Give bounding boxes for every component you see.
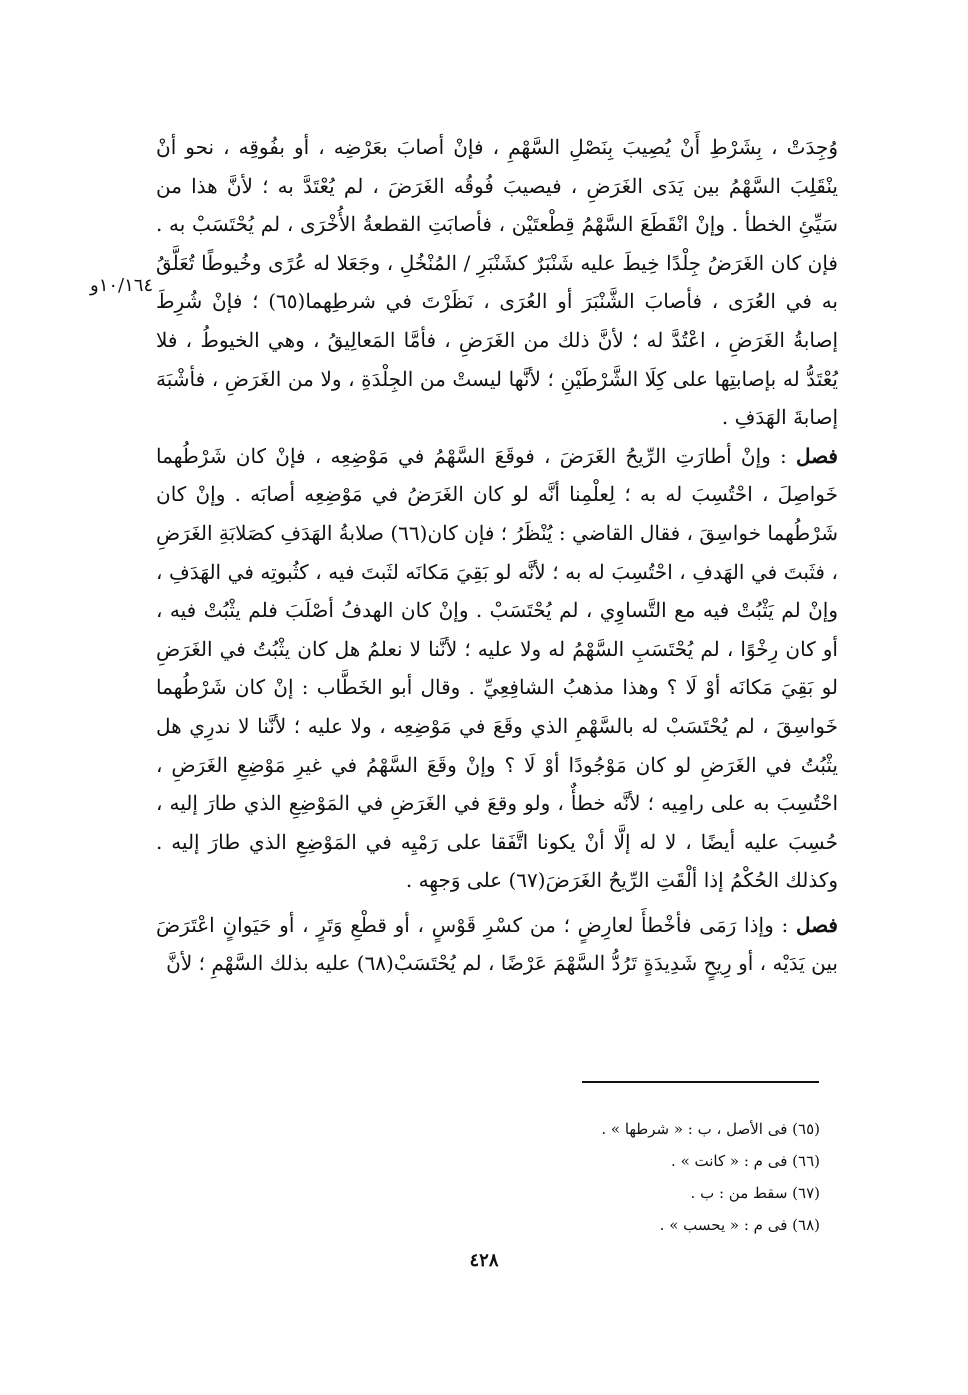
footnote-separator <box>582 1081 819 1083</box>
main-text <box>156 128 838 983</box>
footnote: (٦٦) فى م : « كانت » . <box>671 1152 820 1170</box>
margin-folio-reference: ١٠/١٦٤و <box>90 275 154 296</box>
paragraph <box>156 906 838 983</box>
footnotes <box>300 1113 820 1241</box>
page-number: ٤٢٨ <box>469 1250 499 1271</box>
paragraph-text: وُجِدَتْ ، بِشَرْطِ أَنْ يُصِيبَ بِنَصْلِ السَّهْمِ ، فإنْ أصابَ بعَرْضِه ، أو بفُوقِه ، نحو أنْ ينْقَلِبَ السَّهْمُ بين يَدَى الغَرَضِ ، فيصيبَ فُوقُه الغَرَضَ ، لم يُعْتَدَّ به ؛ لأنَّ هذا من سَيِّئِ الخطأ . وإنْ انْقَطَعَ السَّهْمُ قِطْعتَيْن ، فأصابَتِ القطعةُ الأُخْرَى ، لم يُحْتَسَبْ به . فإن كان الغَرَضُ جِلْدًا خِيطَ عليه شَنْبَرٌ كشَنْبَرِ / المُنْخُلِ ، وجَعَلا له عُرًى وخُيوطًا تُعَلَّقُ به في العُرَى ، فأصابَ الشَّنْبَرَ أو العُرَى ، نَظَرْتَ في شرطِهما(٦٥) ؛ فإنْ شُرِطَ إصابةُ الغَرَضِ ، اعْتُدَّ له ؛ لأنَّ ذلك من الغَرَضِ ، فأمَّا المَعالِيقُ ، وهي الخيوطُ ، فلا يُعْتَدُّ له بإصابتِها على كِلَا الشَّرْطَيْنِ ؛ لأنَّها ليستْ من الجِلْدَةِ ، ولا من الغَرَضِ ، فأشْبَهَ إصابةَ الهَدَفِ . <box>156 135 838 430</box>
footnote: (٦٥) فى الأصل ، ب : « شرطها » . <box>601 1120 820 1138</box>
section-heading-fasl: فصل <box>795 912 838 937</box>
footnote: (٦٧) سقط من : ب . <box>690 1184 820 1202</box>
footnote: (٦٨) فى م : « يحسب » . <box>659 1216 820 1234</box>
paragraph <box>156 437 838 900</box>
section-heading-fasl: فصل <box>795 443 838 468</box>
paragraph-text: : وإنْ أطارَتِ الرِّيحُ الغَرَضَ ، فوقَعَ السَّهْمُ في مَوْضِعِه ، فإنْ كان شَرْطُهما خَواصِلَ ، احْتُسِبَ له به ؛ لِعلْمِنا أنَّه لو كان الغَرَضُ في مَوْضِعِه أصابَه . وإنْ كان شَرْطُهما خواسِقَ ، فقال القاضي : يُنْظَرُ ؛ فإن كان(٦٦) صلابةُ الهَدَفِ كصَلابَةِ الغَرَضِ ، فثَبتَ في الهَدفِ ، احْتُسِبَ له به ؛ لأنَّه لو بَقِيَ مَكانَه لثَبتَ فيه ، كثُبوتِه في الهَدَفِ ، وإنْ لم يَثْبُتْ فيه مع التَّساوِي ، لم يُحْتَسَبْ . وإنْ كان الهدفُ أصْلَبَ فلم يثْبُتْ فيه ، أو كان رِخْوًا ، لم يُحْتَسَبِ السَّهْمُ له ولا عليه ؛ لأنَّنا لا نعلمُ هل كان يثْبُتُ في الغَرَضِ لو بَقِيَ مَكانَه أوْ لَا ؟ وهذا مذهبُ الشافِعِيِّ . وقال أبو الخَطَّاب : إنْ كان شَرْطُهما خَواسِقَ ، لم يُحْتَسَبْ له بالسَّهْمِ الذي وقَعَ في مَوْضِعِه ، ولا عليه ؛ لأنَّنا لا ندرِي هل يثْبُتُ في الغَرَضِ لو كان مَوْجُودًا أوْ لَا ؟ وإنْ وقَعَ السَّهْمُ في غيرِ مَوْضِعِ الغَرَضِ ، احْتُسِبَ به على رامِيه ؛ لأنَّه خطأٌ ، ولو وقعَ في الغَرَضِ في المَوْضِعِ الذي طارَ إليه ، حُسِبَ عليه أيضًا ، لا له إلَّا أنْ يكونا اتَّفَقا على رَمْيِه في المَوْضِعِ الذي طارَ إليه . وكذلك الحُكْمُ إذا ألْقَتِ الرِّيحُ الغَرَضَ(٦٧) على وَجهِه . <box>156 443 839 893</box>
paragraph <box>156 128 838 437</box>
paragraph-text: : وإذا رَمَى فأخْطأَ لعارِضٍ ؛ من كسْرِ قَوْسٍ ، أو قطْعِ وَتَرٍ ، أو حَيَوانٍ اعْتَرَضَ بين يَدَيْه ، أو رِيحٍ شَدِيدَةٍ تَرُدُّ السَّهْمَ عَرْضًا ، لم يُحْتَسَبْ(٦٨) عليه بذلك السَّهْمِ ؛ لأنَّ <box>156 912 838 976</box>
